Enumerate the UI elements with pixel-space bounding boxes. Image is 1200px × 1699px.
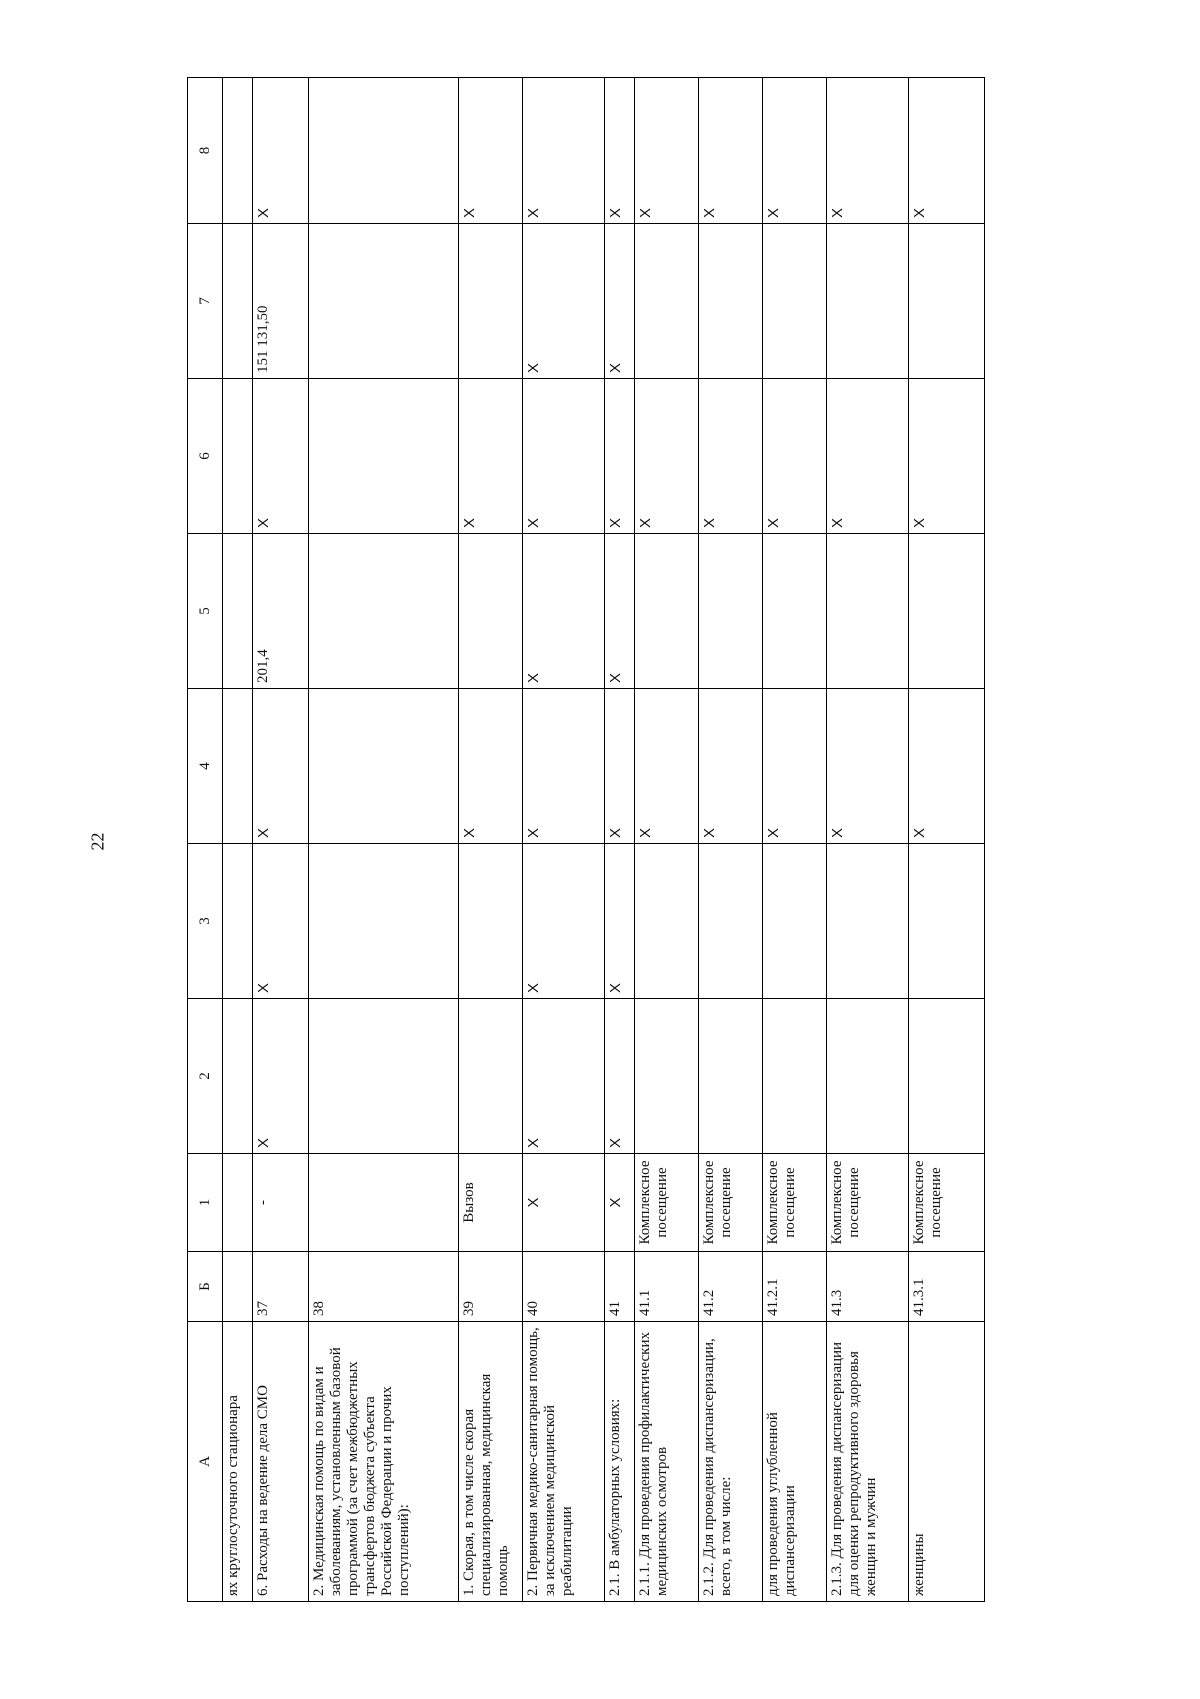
value-cell: Х <box>635 78 699 224</box>
value-cell <box>909 224 985 379</box>
row-code-cell: 41.1 <box>635 1252 699 1322</box>
value-cell: Х <box>605 78 635 224</box>
value-cell <box>459 844 523 999</box>
column-header: 4 <box>188 689 223 844</box>
column-header: 2 <box>188 999 223 1154</box>
value-cell: Х <box>253 844 309 999</box>
value-cell <box>827 999 909 1154</box>
table-row <box>635 78 699 1602</box>
row-label-cell: 1. Скорая, в том числе скорая специализированная, медицинская помощь <box>459 1322 523 1602</box>
row-code-cell: 40 <box>523 1252 605 1322</box>
value-cell: Х <box>605 689 635 844</box>
table-body <box>223 78 985 1602</box>
value-cell: Х <box>909 379 985 534</box>
value-cell <box>909 844 985 999</box>
value-cell <box>827 224 909 379</box>
value-cell <box>635 534 699 689</box>
row-label-cell: для проведения углубленной диспансеризации <box>763 1322 827 1602</box>
value-cell <box>309 999 459 1154</box>
column-header: 1 <box>188 1154 223 1252</box>
unit-cell: Х <box>605 1154 635 1252</box>
value-cell <box>699 224 763 379</box>
value-cell: Х <box>523 224 605 379</box>
value-cell: Х <box>635 689 699 844</box>
row-label-cell: женщины <box>909 1322 985 1602</box>
row-label-cell: 2.1.3. Для проведения диспансеризации для оценки репродуктивного здоровья женщин и мужчин <box>827 1322 909 1602</box>
row-code-cell: 41.2.1 <box>763 1252 827 1322</box>
unit-cell: Комплексное посещение <box>635 1154 699 1252</box>
value-cell: Х <box>459 379 523 534</box>
value-cell: Х <box>635 379 699 534</box>
value-cell: Х <box>699 379 763 534</box>
value-cell: Х <box>763 379 827 534</box>
value-cell: Х <box>523 689 605 844</box>
value-cell: Х <box>523 999 605 1154</box>
value-cell <box>309 78 459 224</box>
value-cell <box>459 999 523 1154</box>
value-cell <box>223 379 253 534</box>
unit-cell: Комплексное посещение <box>827 1154 909 1252</box>
value-cell <box>763 999 827 1154</box>
value-cell <box>909 999 985 1154</box>
value-cell: Х <box>523 844 605 999</box>
value-cell <box>223 224 253 379</box>
value-cell <box>309 534 459 689</box>
value-cell <box>763 844 827 999</box>
value-cell: Х <box>605 534 635 689</box>
unit-cell <box>223 1154 253 1252</box>
value-cell <box>309 379 459 534</box>
unit-cell: Вызов <box>459 1154 523 1252</box>
value-cell: Х <box>605 379 635 534</box>
column-header: 8 <box>188 78 223 224</box>
value-cell: Х <box>763 689 827 844</box>
row-code-cell: 41.3.1 <box>909 1252 985 1322</box>
row-label-cell: 2. Первичная медико-санитарная помощь, за исключением медицинской реабилитации <box>523 1322 605 1602</box>
value-cell: Х <box>699 689 763 844</box>
value-cell <box>827 534 909 689</box>
row-label-cell: 2.1.1. Для проведения профилактических медицинских осмотров <box>635 1322 699 1602</box>
value-cell: 151 131,50 <box>253 224 309 379</box>
table-row <box>223 78 253 1602</box>
value-cell: Х <box>699 78 763 224</box>
value-cell: Х <box>827 78 909 224</box>
value-cell: Х <box>827 379 909 534</box>
value-cell: Х <box>523 534 605 689</box>
row-label-cell: 2.1. В амбулаторных условиях: <box>605 1322 635 1602</box>
value-cell <box>459 224 523 379</box>
value-cell <box>223 689 253 844</box>
value-cell <box>309 844 459 999</box>
column-header: А <box>188 1322 223 1602</box>
value-cell <box>827 844 909 999</box>
value-cell <box>699 999 763 1154</box>
column-header: 5 <box>188 534 223 689</box>
row-label-cell: ях круглосуточного стационара <box>223 1322 253 1602</box>
value-cell: Х <box>253 999 309 1154</box>
value-cell <box>223 78 253 224</box>
value-cell: Х <box>909 689 985 844</box>
value-cell <box>309 224 459 379</box>
value-cell: Х <box>605 999 635 1154</box>
table-row <box>309 78 459 1602</box>
table-row <box>909 78 985 1602</box>
value-cell: Х <box>909 78 985 224</box>
value-cell <box>699 844 763 999</box>
page-number: 22 <box>87 832 108 851</box>
column-header: 3 <box>188 844 223 999</box>
column-header: 7 <box>188 224 223 379</box>
table-row <box>605 78 635 1602</box>
row-code-cell <box>223 1252 253 1322</box>
value-cell <box>309 689 459 844</box>
value-cell <box>459 534 523 689</box>
value-cell: Х <box>827 689 909 844</box>
value-cell: Х <box>459 689 523 844</box>
table-row <box>699 78 763 1602</box>
value-cell <box>223 534 253 689</box>
table-row <box>827 78 909 1602</box>
value-cell: Х <box>253 78 309 224</box>
unit-cell: Комплексное посещение <box>909 1154 985 1252</box>
column-header: Б <box>188 1252 223 1322</box>
unit-cell <box>309 1154 459 1252</box>
row-code-cell: 37 <box>253 1252 309 1322</box>
value-cell <box>223 999 253 1154</box>
unit-cell: Х <box>523 1154 605 1252</box>
table-row <box>459 78 523 1602</box>
value-cell <box>909 534 985 689</box>
row-code-cell: 41.3 <box>827 1252 909 1322</box>
value-cell: Х <box>763 78 827 224</box>
header-row <box>188 78 223 1602</box>
row-label-cell: 2.1.2. Для проведения диспансеризации, всего, в том числе: <box>699 1322 763 1602</box>
row-label-cell: 6. Расходы на ведение дела СМО <box>253 1322 309 1602</box>
value-cell: Х <box>605 844 635 999</box>
row-code-cell: 41.2 <box>699 1252 763 1322</box>
table-row <box>763 78 827 1602</box>
value-cell <box>635 844 699 999</box>
unit-cell: Комплексное посещение <box>699 1154 763 1252</box>
value-cell: Х <box>459 78 523 224</box>
row-label-cell: 2. Медицинская помощь по видам и заболеваниям, установленным базовой программой (за счет межбюджетных трансфертов бюджета субъекта Российской Федерации и прочих поступлений): <box>309 1322 459 1602</box>
row-code-cell: 41 <box>605 1252 635 1322</box>
table-row <box>253 78 309 1602</box>
value-cell: Х <box>523 379 605 534</box>
value-cell: Х <box>605 224 635 379</box>
value-cell <box>635 224 699 379</box>
value-cell <box>763 534 827 689</box>
value-cell: Х <box>253 379 309 534</box>
row-code-cell: 39 <box>459 1252 523 1322</box>
value-cell: Х <box>523 78 605 224</box>
value-cell <box>763 224 827 379</box>
table-row <box>523 78 605 1602</box>
unit-cell: - <box>253 1154 309 1252</box>
value-cell: 201,4 <box>253 534 309 689</box>
rotated-table-wrapper <box>187 78 1077 1602</box>
column-header: 6 <box>188 379 223 534</box>
value-cell: Х <box>253 689 309 844</box>
value-cell <box>699 534 763 689</box>
data-table <box>187 77 985 1602</box>
unit-cell: Комплексное посещение <box>763 1154 827 1252</box>
value-cell <box>635 999 699 1154</box>
row-code-cell: 38 <box>309 1252 459 1322</box>
value-cell <box>223 844 253 999</box>
